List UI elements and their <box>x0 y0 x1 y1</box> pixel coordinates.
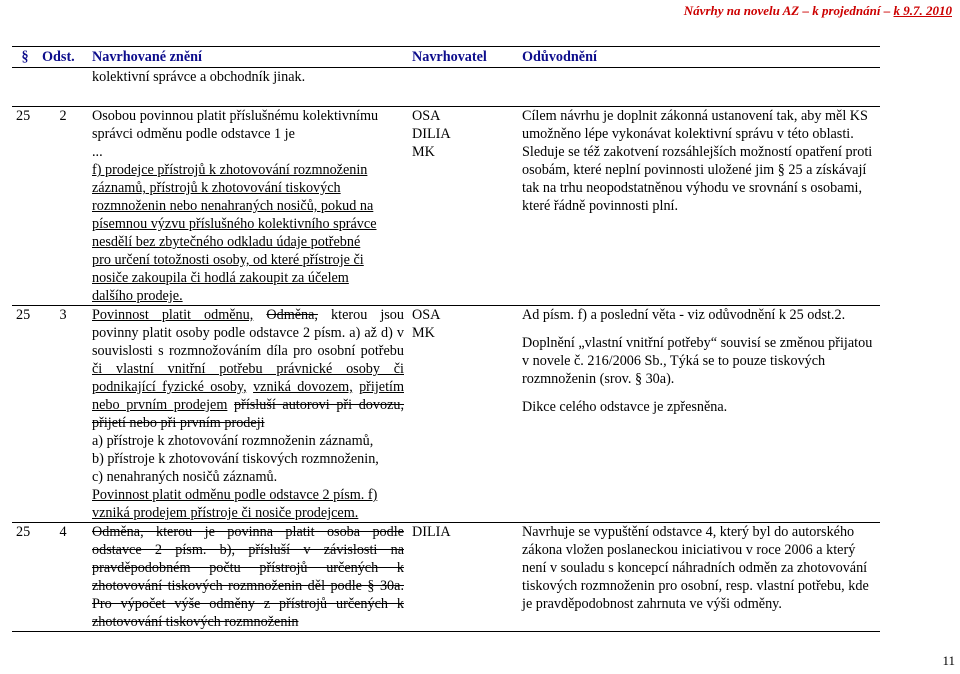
list-item: c) nenahraných nosičů záznamů. <box>92 469 278 485</box>
proposer: OSA <box>412 307 441 323</box>
reason-text: Navrhuje se vypuštění odstavce 4, který byl do autorského zákona vložen poslaneckou iniciativou v roce 2006 a který není v souladu s koncepcí náhradních odměn za zhotovování tiskových rozmnoženin pro osobní, resp. vlastní potřebu, kde je pravděpodobnost zahrnuta ve výši odměny. <box>522 524 869 612</box>
text-line: pro určení totožnosti osoby, od které přístroje či <box>92 252 364 268</box>
reason-text: Ad písm. f) a poslední věta - viz odůvodnění k 25 odst.2. <box>522 307 846 323</box>
col-header-paragraph: Odst. <box>38 47 88 68</box>
table-header-row <box>12 47 880 68</box>
proposer: DILIA <box>412 126 451 142</box>
table-row <box>12 107 880 306</box>
continuation-text: kolektivní správce a obchodník jinak. <box>92 69 306 85</box>
proposer: OSA <box>412 108 441 124</box>
proposer: DILIA <box>412 524 451 540</box>
page-number: 11 <box>942 653 955 668</box>
paragraph-number: 4 <box>38 523 88 632</box>
proposer: MK <box>412 144 435 160</box>
reasoning <box>518 523 880 632</box>
reason-text: Cílem návrhu je doplnit zákonná ustanovení tak, aby měl KS umožněno lépe vykonávat kolektivní správu v této oblasti. Sleduje se též zakotvení rozsáhlejších možností opatření proti osobám, které neplní povinnosti uložené jim § 25 a získávají tak na trhu neopodstatněnou výhodu ve srovnání s osobami, které řádně povinnosti plní. <box>522 108 873 214</box>
paragraph-number: 3 <box>38 306 88 523</box>
text-line: ... <box>92 144 103 160</box>
reason-text: Doplnění „vlastní vnitřní potřeby“ souvisí se změnou přijatou v novele č. 216/2006 Sb., Týká se to pouze tiskových rozmnoženin (srov. § 30a). <box>522 335 873 387</box>
text-line: nosiče zakoupila či hodlá zakoupit za účelem <box>92 270 349 286</box>
reasoning <box>518 306 880 523</box>
text-line: f) prodejce přístrojů k zhotovování rozmnoženin <box>92 162 368 178</box>
proposers <box>408 306 518 523</box>
paragraph-text: Povinnost platit odměnu podle odstavce 2 písm. f) vzniká prodejem přístroje či nosiče prodejcem. <box>92 487 378 521</box>
list-item: a) přístroje k zhotovování rozmnoženin záznamů, <box>92 433 374 449</box>
continuation-row <box>12 68 880 87</box>
proposers <box>408 523 518 632</box>
text-line: Osobou povinnou platit příslušnému kolektivnímu <box>92 108 379 124</box>
proposals-table <box>12 46 880 632</box>
section-number: 25 <box>12 107 38 306</box>
reason-text: Dikce celého odstavce je zpřesněna. <box>522 399 728 415</box>
paragraph-text: Odměna, kterou je povinna platit osoba podle odstavce 2 písm. b), přísluší v závislosti na pravděpodobném počtu přístrojů určených k zhotovování tiskových rozmnoženin děl podle § 30a. Pro výpočet výše odměny z přístrojů určených k zhotovování tiskových rozmnoženin <box>92 524 404 630</box>
header-prefix: Návrhy na novelu AZ – k projednání – <box>683 3 891 18</box>
col-header-proposer: Navrhovatel <box>408 47 518 68</box>
col-header-reasoning: Odůvodnění <box>518 47 880 68</box>
section-number: 25 <box>12 523 38 632</box>
paragraph-number: 2 <box>38 107 88 306</box>
document-header <box>684 3 952 19</box>
list-item: b) přístroje k zhotovování tiskových rozmnoženin, <box>92 451 379 467</box>
text-line: záznamů, přístrojů k zhotovování tiskových <box>92 180 341 196</box>
proposers <box>408 107 518 306</box>
text-line: dalšího prodeje. <box>92 288 183 304</box>
table-row <box>12 306 880 523</box>
col-header-proposed-text: Navrhované znění <box>88 47 408 68</box>
header-date: k 9.7. 2010 <box>893 3 952 18</box>
section-number: 25 <box>12 306 38 523</box>
col-header-section: § <box>12 47 38 68</box>
proposer: MK <box>412 325 435 341</box>
proposed-text <box>88 306 408 523</box>
proposed-text <box>88 523 408 632</box>
table-row <box>12 523 880 632</box>
text-line: správci odměnu podle odstavce 1 je <box>92 126 295 142</box>
proposed-text <box>88 107 408 306</box>
text-line: rozmnoženin nebo nenahraných nosičů, pokud na <box>92 198 374 214</box>
text-line: nesdělí bez zbytečného odkladu údaje potřebné <box>92 234 361 250</box>
paragraph-text: Povinnost platit odměnu, Odměna, kterou jsou povinny platit osoby podle odstavce 2 písm. a) až d) v souvislosti s rozmnožováním díla pro osobní potřebu či vlastní vnitřní potřebu právnické osoby či podnikající fyzické osoby, vzniká dovozem, přijetím nebo prvním prodejem přísluší autorovi při dovozu, přijetí nebo při prvním prodeji <box>92 307 405 431</box>
text-line: písemnou výzvu příslušného kolektivního správce <box>92 216 377 232</box>
reasoning <box>518 107 880 306</box>
